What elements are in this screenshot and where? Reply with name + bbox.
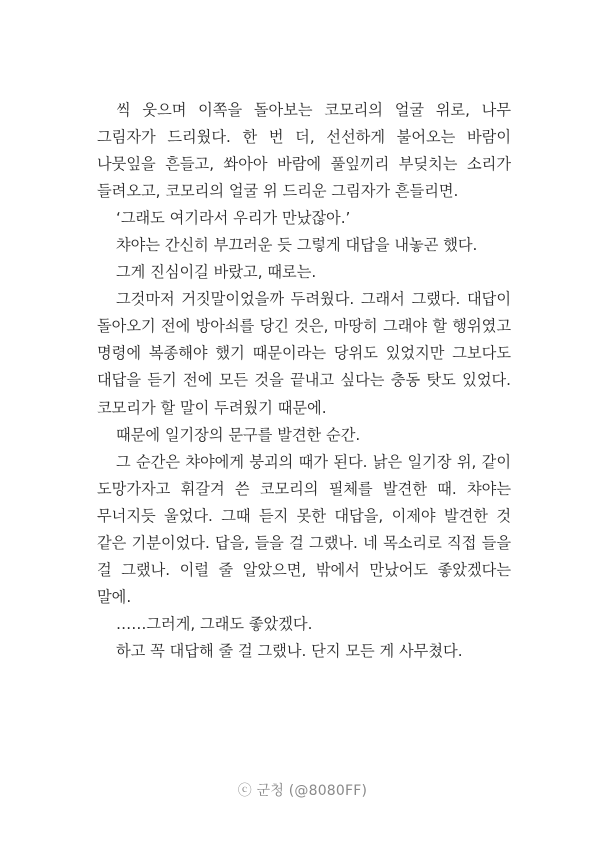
copyright-credit: ⓒ 군청 (@8080FF) [237, 783, 368, 799]
paragraph-3: 챠야는 간신히 부끄러운 듯 그렇게 대답을 내놓곤 했다. [116, 236, 478, 255]
paragraph-7: 그 순간은 챠야에게 붕괴의 때가 된다. 낡은 일기장 위, 같이 도망가자고 휘갈겨 쓴 코모리의 필체를 발견한 때. 챠야는 무너지듯 울었다. 그때 듣지 못한 대답을, 이제야 발견한 것 같은 기분이었다. 답을, 들을 걸 그랬나. 네 목소리로 직접 들을 걸 그랬나. 이럴 줄 알았으면, 밖에서 만났어도 좋았겠다는 말에. [97, 452, 511, 606]
paragraph-9: 하고 꼭 대답해 줄 걸 그랬나. 단지 모든 게 사무쳤다. [116, 641, 463, 660]
paragraph-1: 씩 웃으며 이쪽을 돌아보는 코모리의 얼굴 위로, 나무 그림자가 드리웠다. 한 번 더, 선선하게 불어오는 바람이 나뭇잎을 흔들고, 쏴아아 바람에 풀잎끼리 부딪치는 소리가 들려오고, 코모리의 얼굴 위 드리운 그림자가 흔들리면. [97, 101, 511, 201]
paragraph-8: ……그러게, 그래도 좋았겠다. [116, 614, 313, 633]
paragraph-6: 때문에 일기장의 문구를 발견한 순간. [116, 425, 361, 444]
paragraph-2: ‘그래도 여기라서 우리가 만났잖아.’ [116, 209, 351, 228]
paragraph-4: 그게 진심이길 바랐고, 때로는. [116, 263, 317, 282]
story-text [97, 97, 511, 665]
paragraph-5: 그것마저 거짓말이었을까 두려웠다. 그래서 그랬다. 대답이 돌아오기 전에 방아쇠를 당긴 것은, 마땅히 그래야 할 행위였고 명령에 복종해야 했기 때문이라는 당위도 있었지만 그보다도 대답을 듣기 전에 모든 것을 끝내고 싶다는 충동 탓도 있었다. 코모리가 할 말이 두려웠기 때문에. [97, 290, 511, 417]
